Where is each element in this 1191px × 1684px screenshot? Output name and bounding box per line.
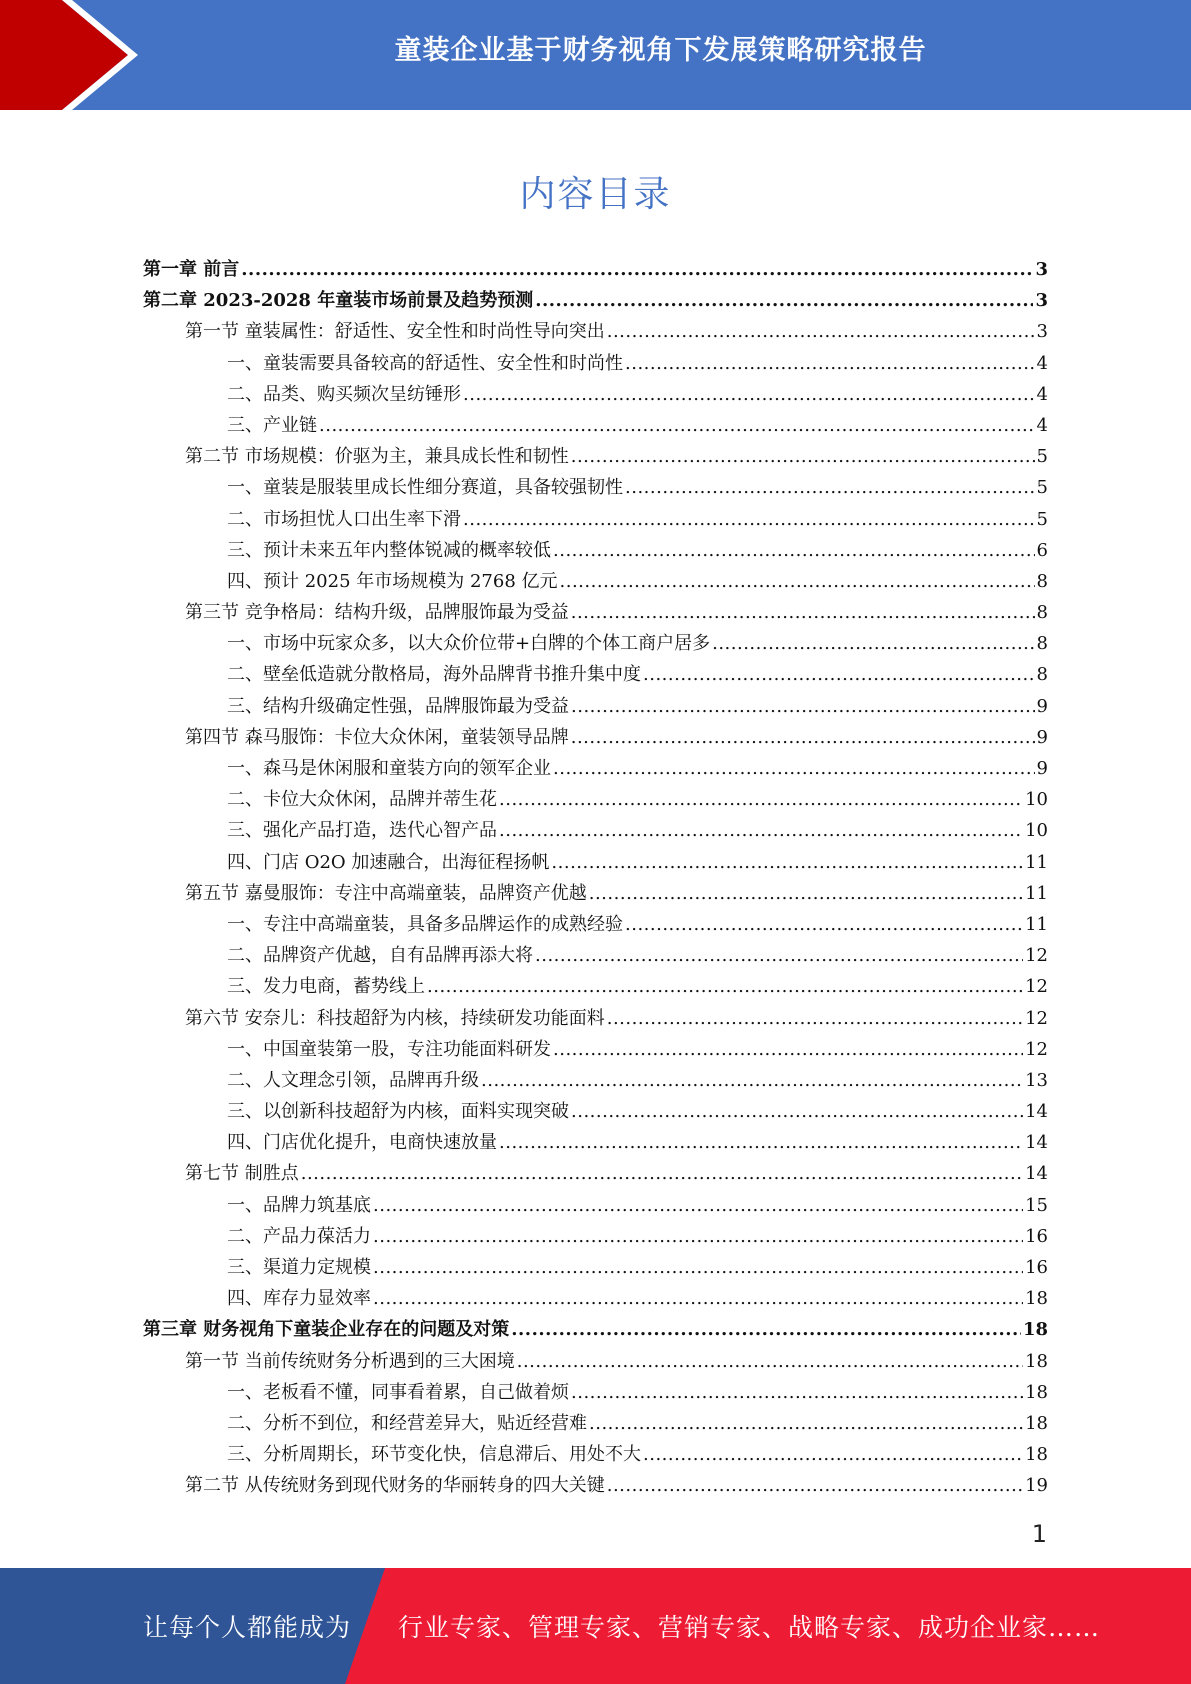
toc-entry-label: 第三章 财务视角下童装企业存在的问题及对策 xyxy=(143,1319,510,1341)
toc-entry[interactable] xyxy=(143,441,1048,472)
toc-entry-page: 11 xyxy=(1025,913,1048,935)
toc-entry[interactable] xyxy=(143,316,1048,347)
toc-entry-label: 二、市场担忧人口出生率下滑 xyxy=(227,508,461,530)
toc-leader-dots xyxy=(712,628,1034,659)
toc-entry[interactable] xyxy=(143,1470,1048,1501)
toc-entry-page: 9 xyxy=(1036,758,1048,779)
toc-entry-page: 3 xyxy=(1035,290,1048,312)
toc-entry[interactable] xyxy=(143,1003,1048,1034)
toc-entry-label: 第七节 制胜点 xyxy=(185,1163,299,1185)
toc-entry[interactable] xyxy=(143,1439,1048,1470)
toc-leader-dots xyxy=(589,878,1023,909)
toc-entry[interactable] xyxy=(143,1252,1048,1283)
toc-entry[interactable] xyxy=(143,659,1048,690)
toc-leader-dots xyxy=(463,379,1035,410)
footer-banner xyxy=(0,1568,1191,1684)
toc-entry-page: 18 xyxy=(1022,1319,1048,1341)
toc-leader-dots xyxy=(607,316,1035,347)
toc-entry-label: 三、预计未来五年内整体锐减的概率较低 xyxy=(227,539,551,561)
toc-leader-dots xyxy=(373,1190,1023,1221)
toc-entry-page: 9 xyxy=(1036,726,1048,748)
toc-leader-dots xyxy=(535,940,1023,971)
toc-leader-dots xyxy=(560,566,1035,597)
toc-entry-page: 11 xyxy=(1025,851,1048,873)
toc-entry[interactable] xyxy=(143,847,1048,878)
toc-entry[interactable] xyxy=(143,1096,1048,1127)
toc-entry[interactable] xyxy=(143,1346,1048,1377)
toc-leader-dots xyxy=(607,1003,1023,1034)
toc-entry-page: 14 xyxy=(1025,1163,1048,1185)
toc-entry-page: 5 xyxy=(1036,477,1048,499)
toc-entry-label: 一、品牌力筑基底 xyxy=(227,1194,371,1216)
toc-leader-dots xyxy=(643,1439,1023,1470)
toc-entry-page: 14 xyxy=(1025,1132,1048,1154)
toc-entry[interactable] xyxy=(143,504,1048,535)
toc-leader-dots xyxy=(481,1065,1023,1096)
header-banner xyxy=(0,0,1191,110)
toc-entry-page: 16 xyxy=(1025,1225,1048,1247)
toc-leader-dots xyxy=(553,753,1035,784)
toc-entry-page: 12 xyxy=(1025,976,1048,998)
page-number: 1 xyxy=(1031,1520,1047,1548)
toc-entry[interactable] xyxy=(143,815,1048,846)
toc-entry-page: 4 xyxy=(1036,352,1048,374)
toc-entry-label: 第二节 从传统财务到现代财务的华丽转身的四大关键 xyxy=(185,1475,605,1497)
toc-entry[interactable] xyxy=(143,379,1048,410)
toc-entry-page: 5 xyxy=(1036,446,1048,468)
toc-leader-dots xyxy=(511,1314,1021,1345)
toc-entry-label: 三、发力电商，蓄势线上 xyxy=(227,976,425,998)
toc-leader-dots xyxy=(571,441,1035,472)
toc-entry-label: 第一节 当前传统财务分析遇到的三大困境 xyxy=(185,1350,515,1372)
toc-entry-page: 18 xyxy=(1025,1412,1048,1434)
footer-slogan-right: 行业专家、管理专家、营销专家、战略专家、成功企业家…… xyxy=(398,1613,1101,1642)
toc-entry-label: 第六节 安奈儿：科技超舒为内核，持续研发功能面料 xyxy=(185,1007,605,1029)
toc-entry-label: 第一章 前言 xyxy=(143,259,240,280)
toc-entry-page: 10 xyxy=(1025,789,1048,811)
toc-entry-label: 四、库存力显效率 xyxy=(227,1288,371,1310)
toc-leader-dots xyxy=(553,535,1035,566)
toc-entry-page: 8 xyxy=(1036,633,1048,655)
toc-entry-label: 二、分析不到位，和经营差异大，贴近经营难 xyxy=(227,1412,587,1434)
toc-entry-page: 12 xyxy=(1025,1038,1048,1060)
toc-entry[interactable] xyxy=(143,410,1048,441)
toc-entry[interactable] xyxy=(143,1065,1048,1096)
toc-leader-dots xyxy=(553,1034,1023,1065)
toc-entry-page: 18 xyxy=(1025,1381,1048,1403)
toc-entry-page: 8 xyxy=(1036,664,1048,686)
toc-entry[interactable] xyxy=(143,1127,1048,1158)
toc-entry-label: 二、品牌资产优越，自有品牌再添大将 xyxy=(227,945,533,967)
toc-leader-dots xyxy=(373,1283,1023,1314)
toc-entry[interactable] xyxy=(143,254,1048,285)
toc-entry-label: 二、人文理念引领，品牌再升级 xyxy=(227,1069,479,1091)
toc-entry-label: 一、中国童装第一股，专注功能面料研发 xyxy=(227,1038,551,1060)
toc-leader-dots xyxy=(301,1158,1023,1189)
toc-leader-dots xyxy=(373,1252,1023,1283)
toc-entry-page: 11 xyxy=(1025,882,1048,904)
toc-entry[interactable] xyxy=(143,909,1048,940)
toc-entry-page: 4 xyxy=(1036,414,1048,436)
toc-entry-page: 12 xyxy=(1025,1007,1048,1029)
toc-entry[interactable] xyxy=(143,1377,1048,1408)
toc-entry-page: 5 xyxy=(1036,508,1048,530)
toc-entry[interactable] xyxy=(143,348,1048,379)
toc-entry-label: 一、森马是休闲服和童装方向的领军企业 xyxy=(227,758,551,779)
toc-entry[interactable] xyxy=(143,1408,1048,1439)
toc-entry-page: 8 xyxy=(1036,602,1048,624)
toc-entry-label: 四、预计 2025 年市场规模为 2768 亿元 xyxy=(227,570,558,592)
toc-leader-dots xyxy=(643,659,1035,690)
toc-entry-page: 18 xyxy=(1025,1350,1048,1372)
toc-leader-dots xyxy=(625,348,1035,379)
toc-entry[interactable] xyxy=(143,691,1048,722)
toc-entry-label: 四、门店优化提升，电商快速放量 xyxy=(227,1132,497,1154)
table-of-contents xyxy=(143,254,1048,1502)
toc-entry-page: 10 xyxy=(1025,820,1048,842)
toc-entry-label: 二、壁垒低造就分散格局，海外品牌背书推升集中度 xyxy=(227,664,641,686)
toc-leader-dots xyxy=(499,1127,1023,1158)
toc-entry[interactable] xyxy=(143,1221,1048,1252)
toc-entry-label: 四、门店 O2O 加速融合，出海征程扬帆 xyxy=(227,851,550,873)
toc-entry-label: 三、强化产品打造，迭代心智产品 xyxy=(227,820,497,842)
toc-entry-page: 18 xyxy=(1025,1444,1048,1466)
toc-entry[interactable] xyxy=(143,1283,1048,1314)
toc-entry[interactable] xyxy=(143,472,1048,503)
toc-heading: 内容目录 xyxy=(519,174,672,215)
toc-entry[interactable] xyxy=(143,1314,1048,1345)
toc-entry[interactable] xyxy=(143,535,1048,566)
toc-leader-dots xyxy=(463,504,1035,535)
toc-entry[interactable] xyxy=(143,1034,1048,1065)
toc-entry-page: 3 xyxy=(1035,259,1048,280)
toc-entry[interactable] xyxy=(143,784,1048,815)
toc-entry-page: 8 xyxy=(1036,570,1048,592)
toc-entry-label: 第三节 竞争格局：结构升级，品牌服饰最为受益 xyxy=(185,602,569,624)
toc-leader-dots xyxy=(319,410,1035,441)
toc-entry-page: 14 xyxy=(1025,1101,1048,1123)
toc-entry-page: 15 xyxy=(1025,1194,1048,1216)
toc-leader-dots xyxy=(589,1408,1023,1439)
toc-entry[interactable] xyxy=(143,753,1048,784)
toc-leader-dots xyxy=(535,285,1033,316)
toc-entry[interactable] xyxy=(143,628,1048,659)
toc-entry-label: 第四节 森马服饰：卡位大众休闲，童装领导品牌 xyxy=(185,726,569,748)
toc-leader-dots xyxy=(607,1470,1023,1501)
toc-leader-dots xyxy=(571,597,1035,628)
toc-entry[interactable] xyxy=(143,597,1048,628)
toc-entry-label: 一、童装是服装里成长性细分赛道，具备较强韧性 xyxy=(227,477,623,499)
toc-entry-page: 12 xyxy=(1025,945,1048,967)
toc-entry-page: 3 xyxy=(1036,321,1048,343)
toc-entry[interactable] xyxy=(143,1158,1048,1189)
toc-leader-dots xyxy=(373,1221,1023,1252)
toc-leader-dots xyxy=(499,784,1023,815)
toc-entry-page: 6 xyxy=(1036,539,1048,561)
toc-leader-dots xyxy=(427,971,1023,1002)
toc-entry-label: 第二章 2023-2028 年童装市场前景及趋势预测 xyxy=(143,290,534,312)
toc-entry-page: 18 xyxy=(1025,1288,1048,1310)
footer-slogan-left: 让每个人都能成为 xyxy=(143,1613,352,1642)
toc-entry-label: 一、专注中高端童装，具备多品牌运作的成熟经验 xyxy=(227,913,623,935)
toc-entry-label: 一、老板看不懂，同事看着累，自己做着烦 xyxy=(227,1381,569,1403)
toc-leader-dots xyxy=(571,722,1035,753)
toc-leader-dots xyxy=(499,815,1023,846)
toc-leader-dots xyxy=(625,909,1023,940)
toc-entry-page: 16 xyxy=(1025,1257,1048,1278)
toc-entry[interactable] xyxy=(143,285,1048,316)
toc-leader-dots xyxy=(571,1096,1023,1127)
toc-leader-dots xyxy=(625,472,1035,503)
toc-entry-label: 第一节 童装属性：舒适性、安全性和时尚性导向突出 xyxy=(185,321,605,343)
toc-entry-label: 一、童装需要具备较高的舒适性、安全性和时尚性 xyxy=(227,352,623,374)
toc-entry-page: 4 xyxy=(1036,383,1048,405)
toc-leader-dots xyxy=(571,691,1035,722)
toc-entry-page: 13 xyxy=(1025,1069,1048,1091)
toc-entry[interactable] xyxy=(143,878,1048,909)
toc-entry-label: 二、品类、购买频次呈纺锤形 xyxy=(227,383,461,405)
toc-leader-dots xyxy=(241,254,1033,285)
toc-entry-label: 第二节 市场规模：价驱为主，兼具成长性和韧性 xyxy=(185,446,569,468)
toc-entry-label: 三、结构升级确定性强，品牌服饰最为受益 xyxy=(227,695,569,717)
toc-entry-label: 三、渠道力定规模 xyxy=(227,1257,371,1278)
toc-entry[interactable] xyxy=(143,971,1048,1002)
toc-leader-dots xyxy=(551,847,1023,878)
report-title: 童装企业基于财务视角下发展策略研究报告 xyxy=(394,35,927,66)
toc-entry-label: 三、分析周期长，环节变化快，信息滞后、用处不大 xyxy=(227,1444,641,1466)
toc-entry[interactable] xyxy=(143,1190,1048,1221)
toc-entry-label: 第五节 嘉曼服饰：专注中高端童装，品牌资产优越 xyxy=(185,882,587,904)
toc-entry-label: 三、以创新科技超舒为内核，面料实现突破 xyxy=(227,1101,569,1123)
toc-entry-label: 一、市场中玩家众多，以大众价位带+白牌的个体工商户居多 xyxy=(227,633,711,655)
toc-leader-dots xyxy=(517,1346,1023,1377)
toc-entry-page: 19 xyxy=(1025,1475,1048,1497)
toc-entry[interactable] xyxy=(143,566,1048,597)
toc-leader-dots xyxy=(571,1377,1023,1408)
toc-entry[interactable] xyxy=(143,940,1048,971)
toc-entry-label: 二、卡位大众休闲，品牌并蒂生花 xyxy=(227,789,497,811)
toc-entry-page: 9 xyxy=(1036,695,1048,717)
toc-entry-label: 三、产业链 xyxy=(227,414,317,436)
toc-entry-label: 二、产品力葆活力 xyxy=(227,1225,371,1247)
toc-entry[interactable] xyxy=(143,722,1048,753)
